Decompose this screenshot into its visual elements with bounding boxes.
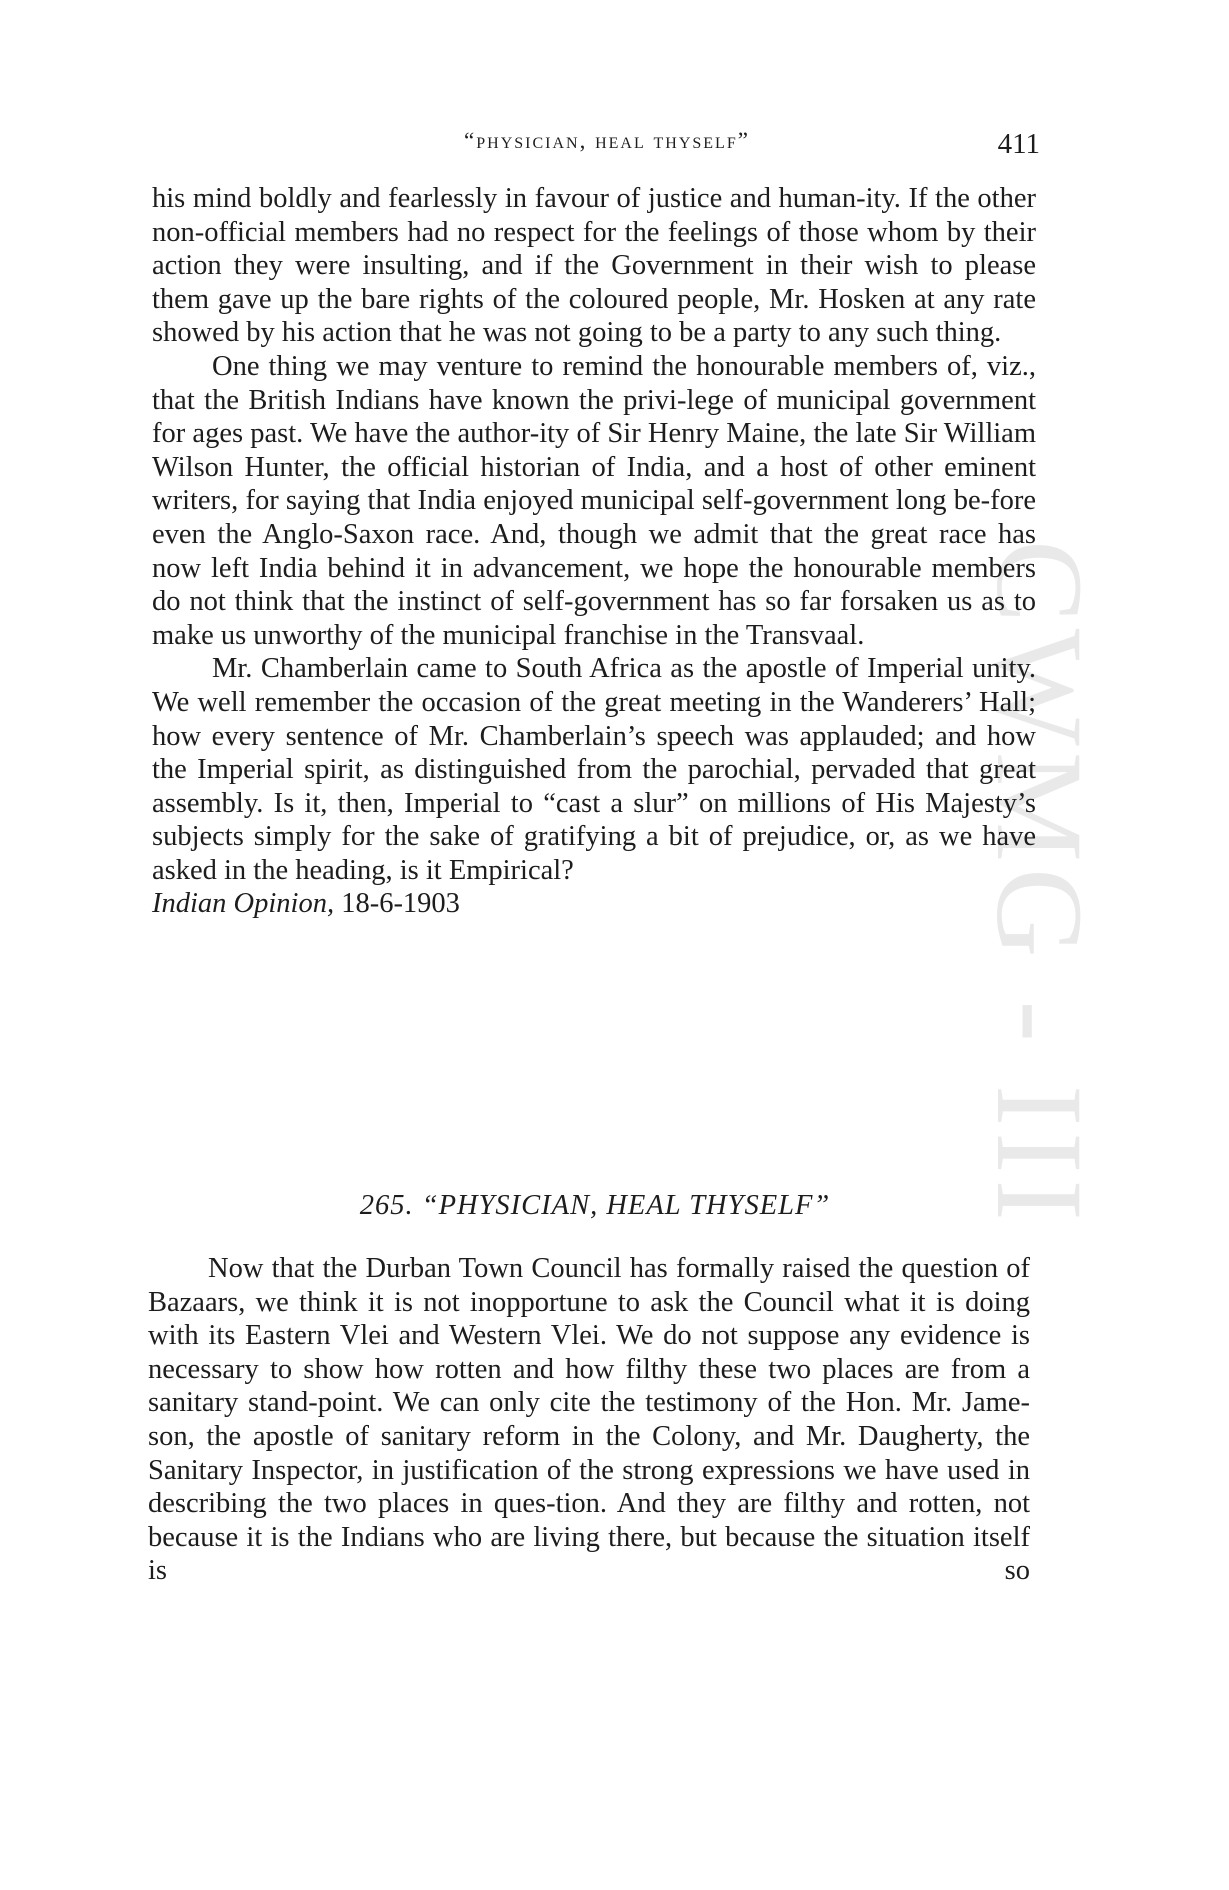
source-date: 18-6-1903 [341,888,460,920]
paragraph: One thing we may venture to remind the honourable members of, viz., that the British Indians have known the privi-lege of municipal government for ages past. We have the author-ity of Sir Henry Maine, the late Sir William Wilson Hunter, the official historian of India, and a host of other eminent writers, for saying that India enjoyed municipal self-government long be-fore even the Anglo-Saxon race. And, though we admit that the great race has now left India behind it in advancement, we hope the honourable members do not think that the instinct of self-government has so far forsaken us as to make us unworthy of the municipal franchise in the Transvaal. [152,350,1036,651]
source-publication: Indian Opinion, [152,888,335,920]
paragraph: his mind boldly and fearlessly in favour of justice and human-ity. If the other non-official members had no respect for the feelings of those whom by their action they were insulting, and if the Government in their wish to please them gave up the bare rights of the coloured people, Mr. Hosken at any rate showed by his action that he was not going to be a party to any such thing. [152,183,1036,349]
article-2-heading: 265. “PHYSICIAN, HEAL THYSELF” [359,1190,831,1221]
source-citation [152,887,1036,921]
article-1-body [152,182,1036,921]
running-title: “physician, heal thyself” [464,128,750,153]
paragraph: Now that the Durban Town Council has formally raised the question of Bazaars, we think it is not inopportune to ask the Council what it is doing with its Eastern Vlei and Western Vlei. We do not suppose any evidence is necessary to show how rotten and how filthy these two places are from a sanitary stand-point. We can only cite the testimony of the Hon. Mr. Jame-son, the apostle of sanitary reform in the Colony, and Mr. Daugherty, the Sanitary Inspector, in justification of the strong expressions we have used in describing the two places in ques-tion. And they are filthy and rotten, not because it is the Indians who are living there, but because the situation itself is so [148,1253,1030,1587]
running-head [150,128,1040,168]
article-2-body [148,1252,1030,1588]
paragraph: Mr. Chamberlain came to South Africa as the apostle of Imperial unity. We well remember the occasion of the great meeting in the Wanderers’ Hall; how every sentence of Mr. Chamberlain’s speech was applauded; and how the Imperial spirit, as distinguished from the parochial, pervaded that great assembly. Is it, then, Imperial to “cast a slur” on millions of His Majesty’s subjects simply for the sake of gratifying a bit of prejudice, or, as we have asked in the heading, is it Empirical? [152,653,1036,886]
watermark: CWMG - III [971,540,1108,1227]
page-number: 411 [997,128,1040,160]
